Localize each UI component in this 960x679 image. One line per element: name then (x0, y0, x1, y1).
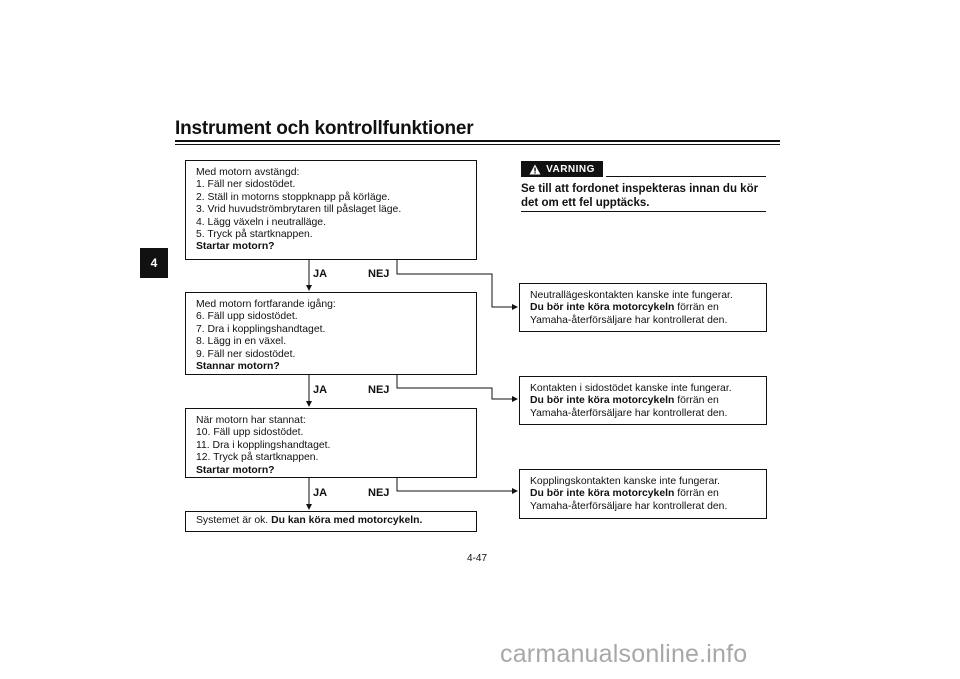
step1-line: 2. Ställ in motorns stoppknapp på körläge. (196, 191, 391, 203)
result-bold: Du bör inte köra motorcykeln (530, 488, 675, 500)
result-box-1 (519, 283, 767, 332)
result-rest: förrän en (674, 395, 719, 407)
footer-watermark: carmanualsonline.info (500, 640, 748, 668)
step3-line: 11. Dra i kopplingshandtaget. (196, 439, 331, 451)
chapter-tab: 4 (140, 248, 168, 278)
step2-line: 8. Lägg in en växel. (196, 336, 287, 348)
step2-line: 7. Dra i kopplingshandtaget. (196, 323, 326, 335)
step2-line: 6. Fäll upp sidostödet. (196, 311, 298, 323)
step1-question: Startar motorn? (196, 241, 275, 253)
result-bold: Du bör inte köra motorcykeln (530, 302, 675, 314)
warning-triangle-icon (529, 164, 541, 175)
step3-line: När motorn har stannat: (196, 415, 306, 426)
step2-line: 9. Fäll ner sidostödet. (196, 348, 296, 360)
step1-line: 1. Fäll ner sidostödet. (196, 179, 296, 191)
page-number: 4-47 (467, 553, 488, 564)
step2-line: Med motorn fortfarande igång: (196, 299, 336, 310)
result-line: Yamaha-återförsäljare har kontrollerat den. (530, 314, 728, 326)
result-box-3 (519, 469, 767, 519)
warning-rule-bottom (521, 211, 766, 212)
no-label-2: NEJ (368, 384, 390, 396)
flow-step-3 (185, 408, 477, 478)
warning-text: Se till att fordonet inspekteras innan du kör det om ett fel upptäcks. (521, 183, 759, 209)
warning-badge (521, 161, 603, 177)
result-line: Kontakten i sidostödet kanske inte fungerar. (530, 383, 732, 394)
no-label-3: NEJ (368, 487, 390, 499)
flow-final (185, 511, 477, 532)
warning-badge-label: VARNING (546, 163, 595, 175)
flow-step-2 (185, 292, 477, 375)
result-rest: förrän en (674, 302, 719, 314)
yes-label-1: JA (313, 268, 328, 280)
result-line: Neutrallägeskontakten kanske inte fungerar. (530, 290, 733, 301)
step2-question: Stannar motorn? (196, 361, 280, 373)
step3-question: Startar motorn? (196, 464, 275, 476)
final-prefix: Systemet är ok. (196, 515, 269, 526)
yes-label-2: JA (313, 384, 328, 396)
step1-line: 5. Tryck på startknappen. (196, 229, 313, 241)
yes-label-3: JA (313, 487, 328, 499)
final-bold: Du kan köra med motorcykeln. (271, 515, 423, 526)
arrow-no-3 (397, 478, 517, 491)
step1-line: 3. Vrid huvudströmbrytaren till påslaget läge. (196, 204, 402, 216)
no-label-1: NEJ (368, 268, 390, 280)
result-rest: förrän en (674, 488, 719, 500)
result-box-2 (519, 376, 767, 425)
result-bold: Du bör inte köra motorcykeln (530, 395, 675, 407)
step1-line: Med motorn avstängd: (196, 167, 300, 178)
page-title: Instrument och kontrollfunktioner (175, 118, 474, 139)
warning-rule-top (606, 176, 766, 177)
result-line: Yamaha-återförsäljare har kontrollerat den. (530, 407, 728, 419)
step3-line: 12. Tryck på startknappen. (196, 452, 319, 464)
step3-line: 10. Fäll upp sidostödet. (196, 427, 304, 439)
arrow-no-2 (397, 375, 517, 399)
result-line: Kopplingskontakten kanske inte fungerar. (530, 476, 721, 487)
flow-step-1 (185, 160, 477, 260)
step1-line: 4. Lägg växeln i neutralläge. (196, 216, 326, 228)
result-line: Yamaha-återförsäljare har kontrollerat den. (530, 500, 728, 512)
